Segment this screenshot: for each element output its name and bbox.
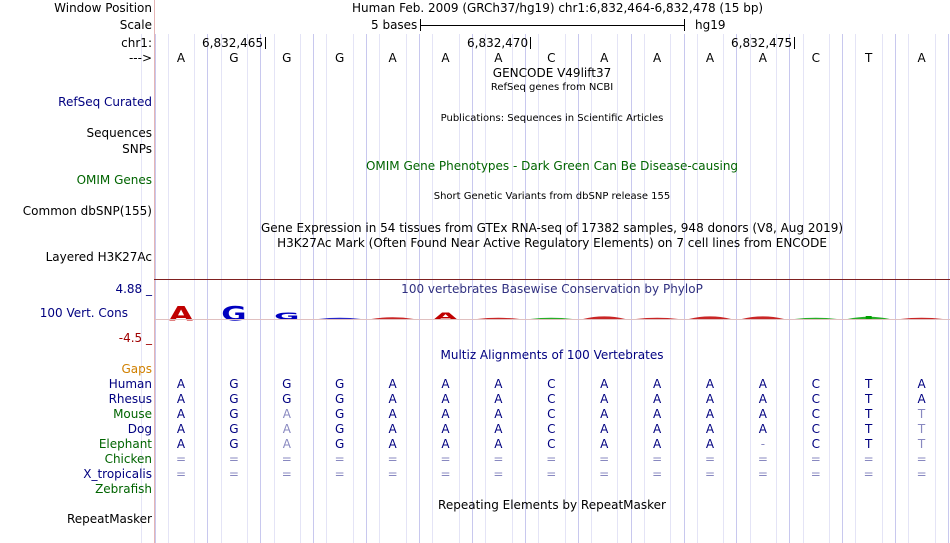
aligned-base: = <box>334 467 345 481</box>
phylop-track-title[interactable]: 100 vertebrates Basewise Conservation by PhyloP <box>401 282 703 296</box>
ref-base: A <box>758 51 767 65</box>
aligned-base: C <box>547 377 556 391</box>
aligned-base: A <box>652 377 662 391</box>
window-position-label: Window Position <box>54 1 152 15</box>
phylop-letter: A <box>169 302 193 326</box>
aligned-base: = <box>810 452 821 466</box>
strand-label: ---> <box>128 51 152 65</box>
species-label[interactable]: Dog <box>127 422 152 436</box>
aligned-base: T <box>865 437 873 451</box>
aligned-base: = <box>175 467 187 481</box>
aligned-base: A <box>705 407 715 421</box>
aligned-base: A <box>441 377 450 391</box>
ref-base: C <box>547 51 556 65</box>
aligned-base: G <box>335 407 345 421</box>
gtex-track-title[interactable]: Gene Expression in 54 tissues from GTEx RNA-seq of 17382 samples, 948 donors (V8, Aug 2019) <box>260 221 844 235</box>
aligned-base: C <box>811 377 820 391</box>
aligned-base: = <box>281 467 292 481</box>
ref-base: C <box>811 51 820 65</box>
scale-label: Scale <box>119 18 152 32</box>
aligned-base: G <box>335 422 345 436</box>
aligned-base: A <box>652 422 662 436</box>
track-divider <box>154 279 950 280</box>
coord-tick-2 <box>467 36 531 50</box>
aligned-base: C <box>547 422 556 436</box>
aligned-base: = <box>281 452 292 466</box>
aligned-base: A <box>705 437 715 451</box>
aligned-base: A <box>758 392 767 406</box>
aligned-base: = <box>599 467 610 481</box>
phylop-bar <box>795 318 837 319</box>
sequences-label[interactable]: Sequences <box>86 126 152 140</box>
phylop-letter: G <box>221 302 247 326</box>
aligned-base: T <box>865 377 873 391</box>
aligned-base: = <box>863 467 874 481</box>
aligned-base: C <box>547 437 556 451</box>
aligned-base: = <box>652 452 663 466</box>
aligned-base: G <box>229 377 239 391</box>
aligned-base: A <box>388 392 397 406</box>
ref-base: A <box>917 51 926 65</box>
aligned-base: = <box>652 467 663 481</box>
aligned-base: G <box>229 422 239 436</box>
ref-base: A <box>388 51 397 65</box>
aligned-base: = <box>704 452 716 466</box>
repeatmasker-label[interactable]: RepeatMasker <box>66 512 152 526</box>
scale-text: 5 bases <box>371 18 418 32</box>
dbsnp-track-title[interactable]: Short Genetic Variants from dbSNP release 155 <box>433 191 671 202</box>
aligned-base: A <box>176 437 186 451</box>
aligned-base: A <box>917 377 926 391</box>
omim-track-title[interactable]: OMIM Gene Phenotypes - Dark Green Can Be Disease-causing <box>365 159 739 173</box>
aligned-base: A <box>600 392 609 406</box>
aligned-base: A <box>652 392 662 406</box>
aligned-base: G <box>335 392 345 406</box>
aligned-base: A <box>917 392 926 406</box>
aligned-base: A <box>705 422 715 436</box>
aligned-base: A <box>494 392 503 406</box>
species-label[interactable]: Chicken <box>104 452 152 466</box>
phylop-min-label: -4.5 _ <box>118 331 152 345</box>
aligned-base: T <box>917 437 926 451</box>
aligned-base: A <box>282 407 291 421</box>
coord-tick-3 <box>731 36 795 50</box>
aligned-base: G <box>282 392 292 406</box>
aligned-base: A <box>176 407 186 421</box>
phylop-bar <box>530 318 572 319</box>
aligned-base: = <box>810 467 821 481</box>
refseq-curated-label[interactable]: RefSeq Curated <box>58 95 152 109</box>
ref-base: A <box>176 51 186 65</box>
chrom-label: chr1: <box>121 36 152 50</box>
species-label[interactable]: Zebrafish <box>95 482 152 496</box>
coord-label-3: 6,832,475 <box>731 36 793 50</box>
phylop-bar <box>636 318 678 319</box>
phylop-letter: A <box>433 310 458 323</box>
aligned-base: = <box>228 467 239 481</box>
aligned-base: A <box>494 437 503 451</box>
phylop-bar <box>689 316 731 319</box>
species-label[interactable]: Human <box>108 377 152 391</box>
species-label[interactable]: Mouse <box>113 407 152 421</box>
aligned-base: = <box>493 452 504 466</box>
aligned-base: A <box>494 407 503 421</box>
window-position-text: Human Feb. 2009 (GRCh37/hg19) chr1:6,832,464-6,832,478 (15 bp) <box>352 1 764 15</box>
ref-base: A <box>494 51 503 65</box>
aligned-base: A <box>494 377 503 391</box>
aligned-base: A <box>441 437 450 451</box>
aligned-base: = <box>387 452 398 466</box>
species-label[interactable]: Elephant <box>98 437 152 451</box>
species-label[interactable]: Rhesus <box>108 392 152 406</box>
aligned-base: A <box>176 422 186 436</box>
aligned-base: A <box>388 377 397 391</box>
aligned-base: = <box>334 452 345 466</box>
aligned-base: = <box>228 452 239 466</box>
aligned-base: = <box>757 467 768 481</box>
gencode-track-title[interactable]: GENCODE V49lift37 <box>492 66 612 80</box>
snps-label[interactable]: SNPs <box>122 142 152 156</box>
ref-base: A <box>600 51 609 65</box>
ref-base: G <box>229 51 239 65</box>
aligned-base: A <box>176 377 186 391</box>
ref-base: A <box>441 51 450 65</box>
aligned-base: = <box>493 467 504 481</box>
aligned-base: = <box>440 467 451 481</box>
repeatmasker-track-title[interactable]: Repeating Elements by RepeatMasker <box>438 498 666 512</box>
aligned-base: A <box>705 377 715 391</box>
aligned-base: G <box>282 377 292 391</box>
aligned-base: A <box>282 437 291 451</box>
phylop-bar <box>477 318 519 319</box>
phylop-letter: G <box>274 310 300 323</box>
aligned-base: G <box>335 437 345 451</box>
common-dbsnp-label[interactable]: Common dbSNP(155) <box>22 204 152 218</box>
ref-base: A <box>705 51 715 65</box>
aligned-base: A <box>652 437 662 451</box>
phylop-bar <box>742 316 784 319</box>
aligned-base: = <box>916 452 927 466</box>
ref-base: G <box>335 51 345 65</box>
multiz-track-title[interactable]: Multiz Alignments of 100 Vertebrates <box>440 348 664 362</box>
aligned-base: - <box>760 437 766 451</box>
aligned-base: = <box>757 452 768 466</box>
aligned-base: G <box>229 392 239 406</box>
refseq-subtitle[interactable]: RefSeq genes from NCBI <box>490 82 614 93</box>
aligned-base: T <box>865 407 873 421</box>
aligned-base: A <box>441 392 450 406</box>
phylop-bar <box>371 317 413 319</box>
ref-base: G <box>282 51 292 65</box>
h3k27ac-track-title[interactable]: H3K27Ac Mark (Often Found Near Active Regulatory Elements) on 7 cell lines from ENCODE <box>277 236 827 250</box>
aligned-base: = <box>916 467 927 481</box>
ref-base: T <box>865 51 873 65</box>
aligned-base: A <box>705 392 715 406</box>
aligned-base: T <box>865 422 873 436</box>
aligned-base: A <box>441 407 450 421</box>
track-left-border <box>154 0 155 543</box>
vert-cons-label[interactable]: 100 Vert. Cons <box>39 306 128 320</box>
aligned-base: A <box>600 437 609 451</box>
aligned-base: C <box>547 407 556 421</box>
scale-bar <box>420 19 685 31</box>
aligned-base: C <box>811 407 820 421</box>
aligned-base: G <box>229 407 239 421</box>
aligned-base: C <box>811 422 820 436</box>
coord-label-2: 6,832,470 <box>467 36 529 50</box>
phylop-bar <box>319 318 361 319</box>
layered-h3k27ac-label[interactable]: Layered H3K27Ac <box>45 250 152 264</box>
publications-track-title[interactable]: Publications: Sequences in Scientific Articles <box>440 113 664 124</box>
aligned-base: A <box>758 377 767 391</box>
aligned-base: = <box>175 452 187 466</box>
ref-base: A <box>652 51 662 65</box>
aligned-base: = <box>599 452 610 466</box>
aligned-base: A <box>282 422 291 436</box>
aligned-base: = <box>704 467 716 481</box>
aligned-base: = <box>387 467 398 481</box>
aligned-base: A <box>388 437 397 451</box>
aligned-base: A <box>441 422 450 436</box>
aligned-base: = <box>546 452 557 466</box>
aligned-base: C <box>547 392 556 406</box>
phylop-logo[interactable] <box>155 300 950 330</box>
coord-label-1: 6,832,465 <box>202 36 264 50</box>
aligned-base: C <box>811 392 820 406</box>
aligned-base: A <box>388 422 397 436</box>
species-label[interactable]: X_tropicalis <box>83 467 152 481</box>
aligned-base: G <box>229 437 239 451</box>
aligned-base: = <box>440 452 451 466</box>
phylop-max-label: 4.88 _ <box>115 282 152 296</box>
aligned-base: T <box>917 407 926 421</box>
scale-db: hg19 <box>695 18 726 32</box>
aligned-base: A <box>494 422 503 436</box>
aligned-base: A <box>388 407 397 421</box>
aligned-base: A <box>600 377 609 391</box>
aligned-base: = <box>546 467 557 481</box>
aligned-base: A <box>600 407 609 421</box>
phylop-bar <box>583 316 625 319</box>
aligned-base: T <box>865 392 873 406</box>
aligned-base: = <box>863 452 874 466</box>
phylop-bar <box>900 318 942 319</box>
aligned-base: A <box>176 392 186 406</box>
aligned-base: G <box>335 377 345 391</box>
coord-tick-1 <box>202 36 266 50</box>
aligned-base: A <box>600 422 609 436</box>
aligned-base: A <box>758 407 767 421</box>
aligned-base: C <box>811 437 820 451</box>
aligned-base: A <box>758 422 767 436</box>
gaps-label[interactable]: Gaps <box>121 362 152 376</box>
aligned-base: T <box>917 422 926 436</box>
omim-genes-label[interactable]: OMIM Genes <box>76 173 152 187</box>
aligned-base: A <box>652 407 662 421</box>
